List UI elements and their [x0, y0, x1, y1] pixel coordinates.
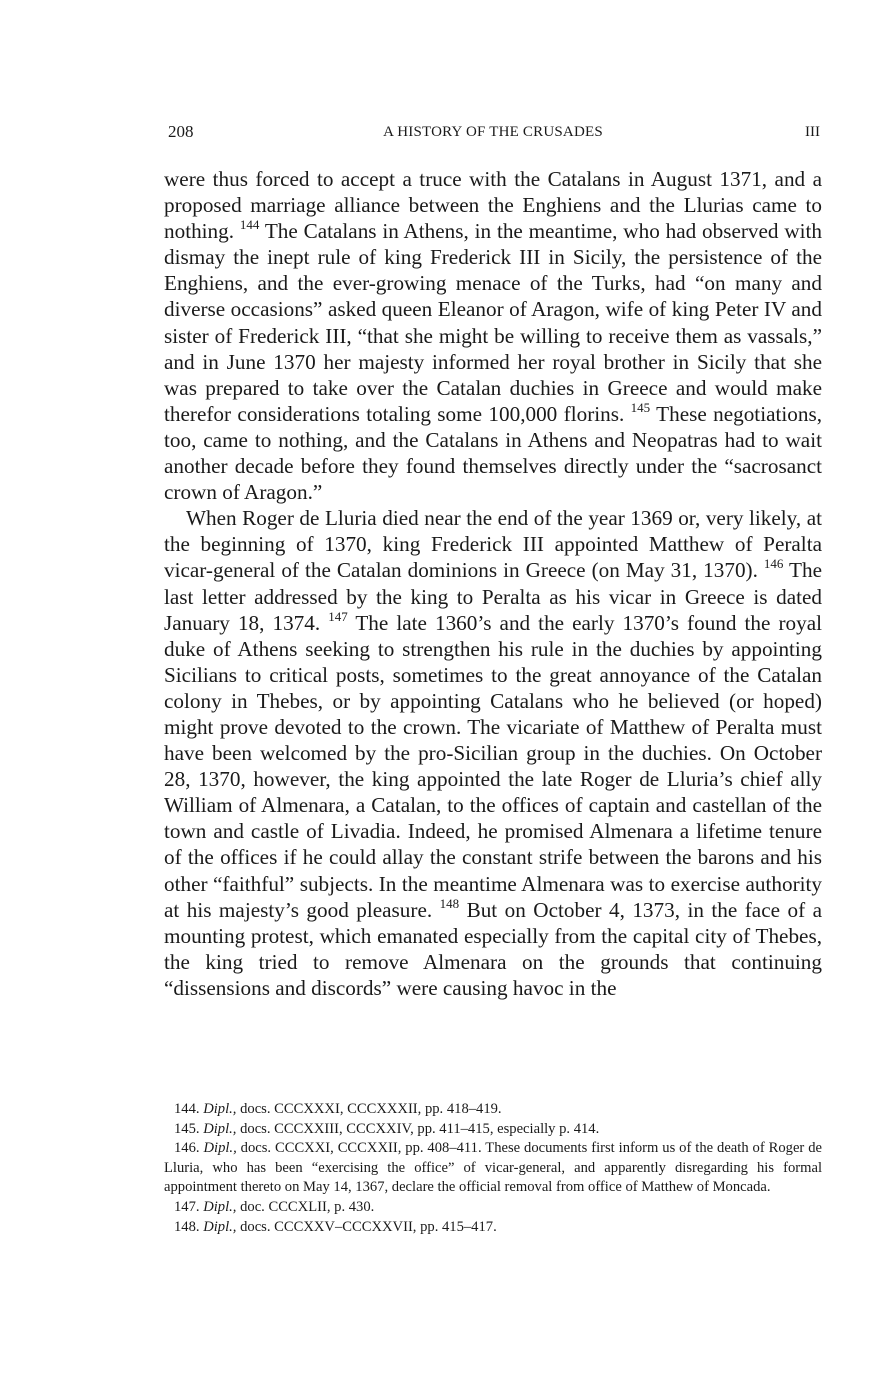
- paragraph: [164, 505, 822, 1001]
- paragraph-text: But on October 4, 1373, in the face of a mounting protest, which emanated especially from the capital city of Thebes, the king tried to remove Almenara on the grounds that continuing “dissensions and discords” were causing havoc in the: [164, 897, 822, 1000]
- footnote-marker: 145: [630, 399, 651, 415]
- footnote-text: docs. CCCXXV–CCCXXVII, pp. 415–417.: [236, 1218, 497, 1235]
- running-head: [164, 120, 822, 144]
- paragraph-text: These negotiations, too, came to nothing, and the Catalans in Athens and Neopatras had to wait another decade before they found themselves directly under the “sacrosanct crown of Aragon.”: [164, 401, 822, 505]
- running-title: A HISTORY OF THE CRUSADES: [383, 124, 603, 140]
- footnote-marker: 148: [439, 895, 460, 911]
- footnote-marker: 146: [763, 556, 784, 572]
- paragraph-text: The late 1360’s and the early 1370’s found the royal duke of Athens seeking to strengthen his rule in the duchies by appointing Sicilians to critical posts, sometimes to the great annoyance of the Catalan colony in Thebes, or by appointing Catalans who he believed (or hoped) might prove devoted to the crown. The vicariate of Matthew of Peralta must have been welcomed by the pro-Sicilian group in the duchies. On October 28, 1370, however, the king appointed the late Roger de Lluria’s chief ally William of Almenara, a Catalan, to the offices of captain and castellan of the town and castle of Livadia. Indeed, he promised Almenara a lifetime tenure of the offices if he could allay the constant strife between the barons and his other “faithful” subjects. In the meantime Almenara was to exercise authority at his majesty’s good pleasure.: [164, 610, 823, 922]
- footnote-text: docs. CCCXXI, CCCXXII, pp. 408–411. These documents first inform us of the death of Roger de Lluria, who has been “exercising the office” of vicar-general, and apparently disregarding his formal appointment thereto on May 14, 1367, declare the official removal from office of Matthew of Moncada.: [164, 1140, 822, 1196]
- paragraph-text: The last letter addressed by the king to Peralta as his vicar in Greece is dated January 18, 1374.: [164, 558, 822, 635]
- footnote-number: 147.: [174, 1198, 200, 1215]
- paragraph-text: When Roger de Lluria died near the end of the year 1369 or, very likely, at the beginning of 1370, king Frederick III appointed Matthew of Peralta vicar-general of the Catalan dominions in Greece (on May 31, 1370).: [164, 506, 822, 583]
- footnotes: [164, 1100, 822, 1237]
- footnote: [164, 1139, 822, 1198]
- footnote-source: Dipl.,: [203, 1140, 237, 1157]
- footnote: [164, 1100, 822, 1120]
- footnote: [164, 1120, 822, 1140]
- footnote: [164, 1218, 822, 1238]
- footnote-source: Dipl.,: [203, 1218, 237, 1235]
- footnote-text: docs. CCCXXIII, CCCXXIV, pp. 411–415, especially p. 414.: [236, 1120, 600, 1137]
- footnote-marker: 144: [239, 217, 260, 233]
- page-number: 208: [168, 122, 194, 141]
- main-text: [164, 166, 822, 1001]
- paragraph-text: were thus forced to accept a truce with the Catalans in August 1371, and a proposed marriage alliance between the Enghiens and the Llurias came to nothing.: [164, 167, 822, 244]
- footnote-text: doc. CCCXLII, p. 430.: [236, 1198, 375, 1215]
- paragraph: [164, 166, 822, 505]
- footnote-text: docs. CCCXXXI, CCCXXXII, pp. 418–419.: [236, 1101, 502, 1117]
- footnote: [164, 1198, 822, 1218]
- footnote-source: Dipl.,: [203, 1101, 237, 1117]
- footnote-marker: 147: [328, 608, 348, 624]
- footnote-source: Dipl.,: [203, 1198, 237, 1215]
- footnote-number: 148.: [174, 1218, 200, 1235]
- volume-number: III: [805, 124, 820, 140]
- paragraph-text: The Catalans in Athens, in the meantime, who had observed with dismay the inept rule of king Frederick III in Sicily, the persistence of the Enghiens, and the ever-growing menace of the Turks, had “on many and diverse occasions” asked queen Eleanor of Aragon, wife of king Peter IV and sister of Frederick III, “that she might be willing to receive them as vassals,” and in June 1370 her majesty informed her royal brother in Sicily that she was prepared to take over the Catalan duchies in Greece and would make therefor considerations totaling some 100,000 florins.: [164, 219, 823, 426]
- footnote-number: 145.: [174, 1120, 200, 1137]
- footnote-source: Dipl.,: [203, 1120, 237, 1137]
- footnote-number: 146.: [174, 1140, 200, 1157]
- footnote-number: 144.: [174, 1101, 200, 1117]
